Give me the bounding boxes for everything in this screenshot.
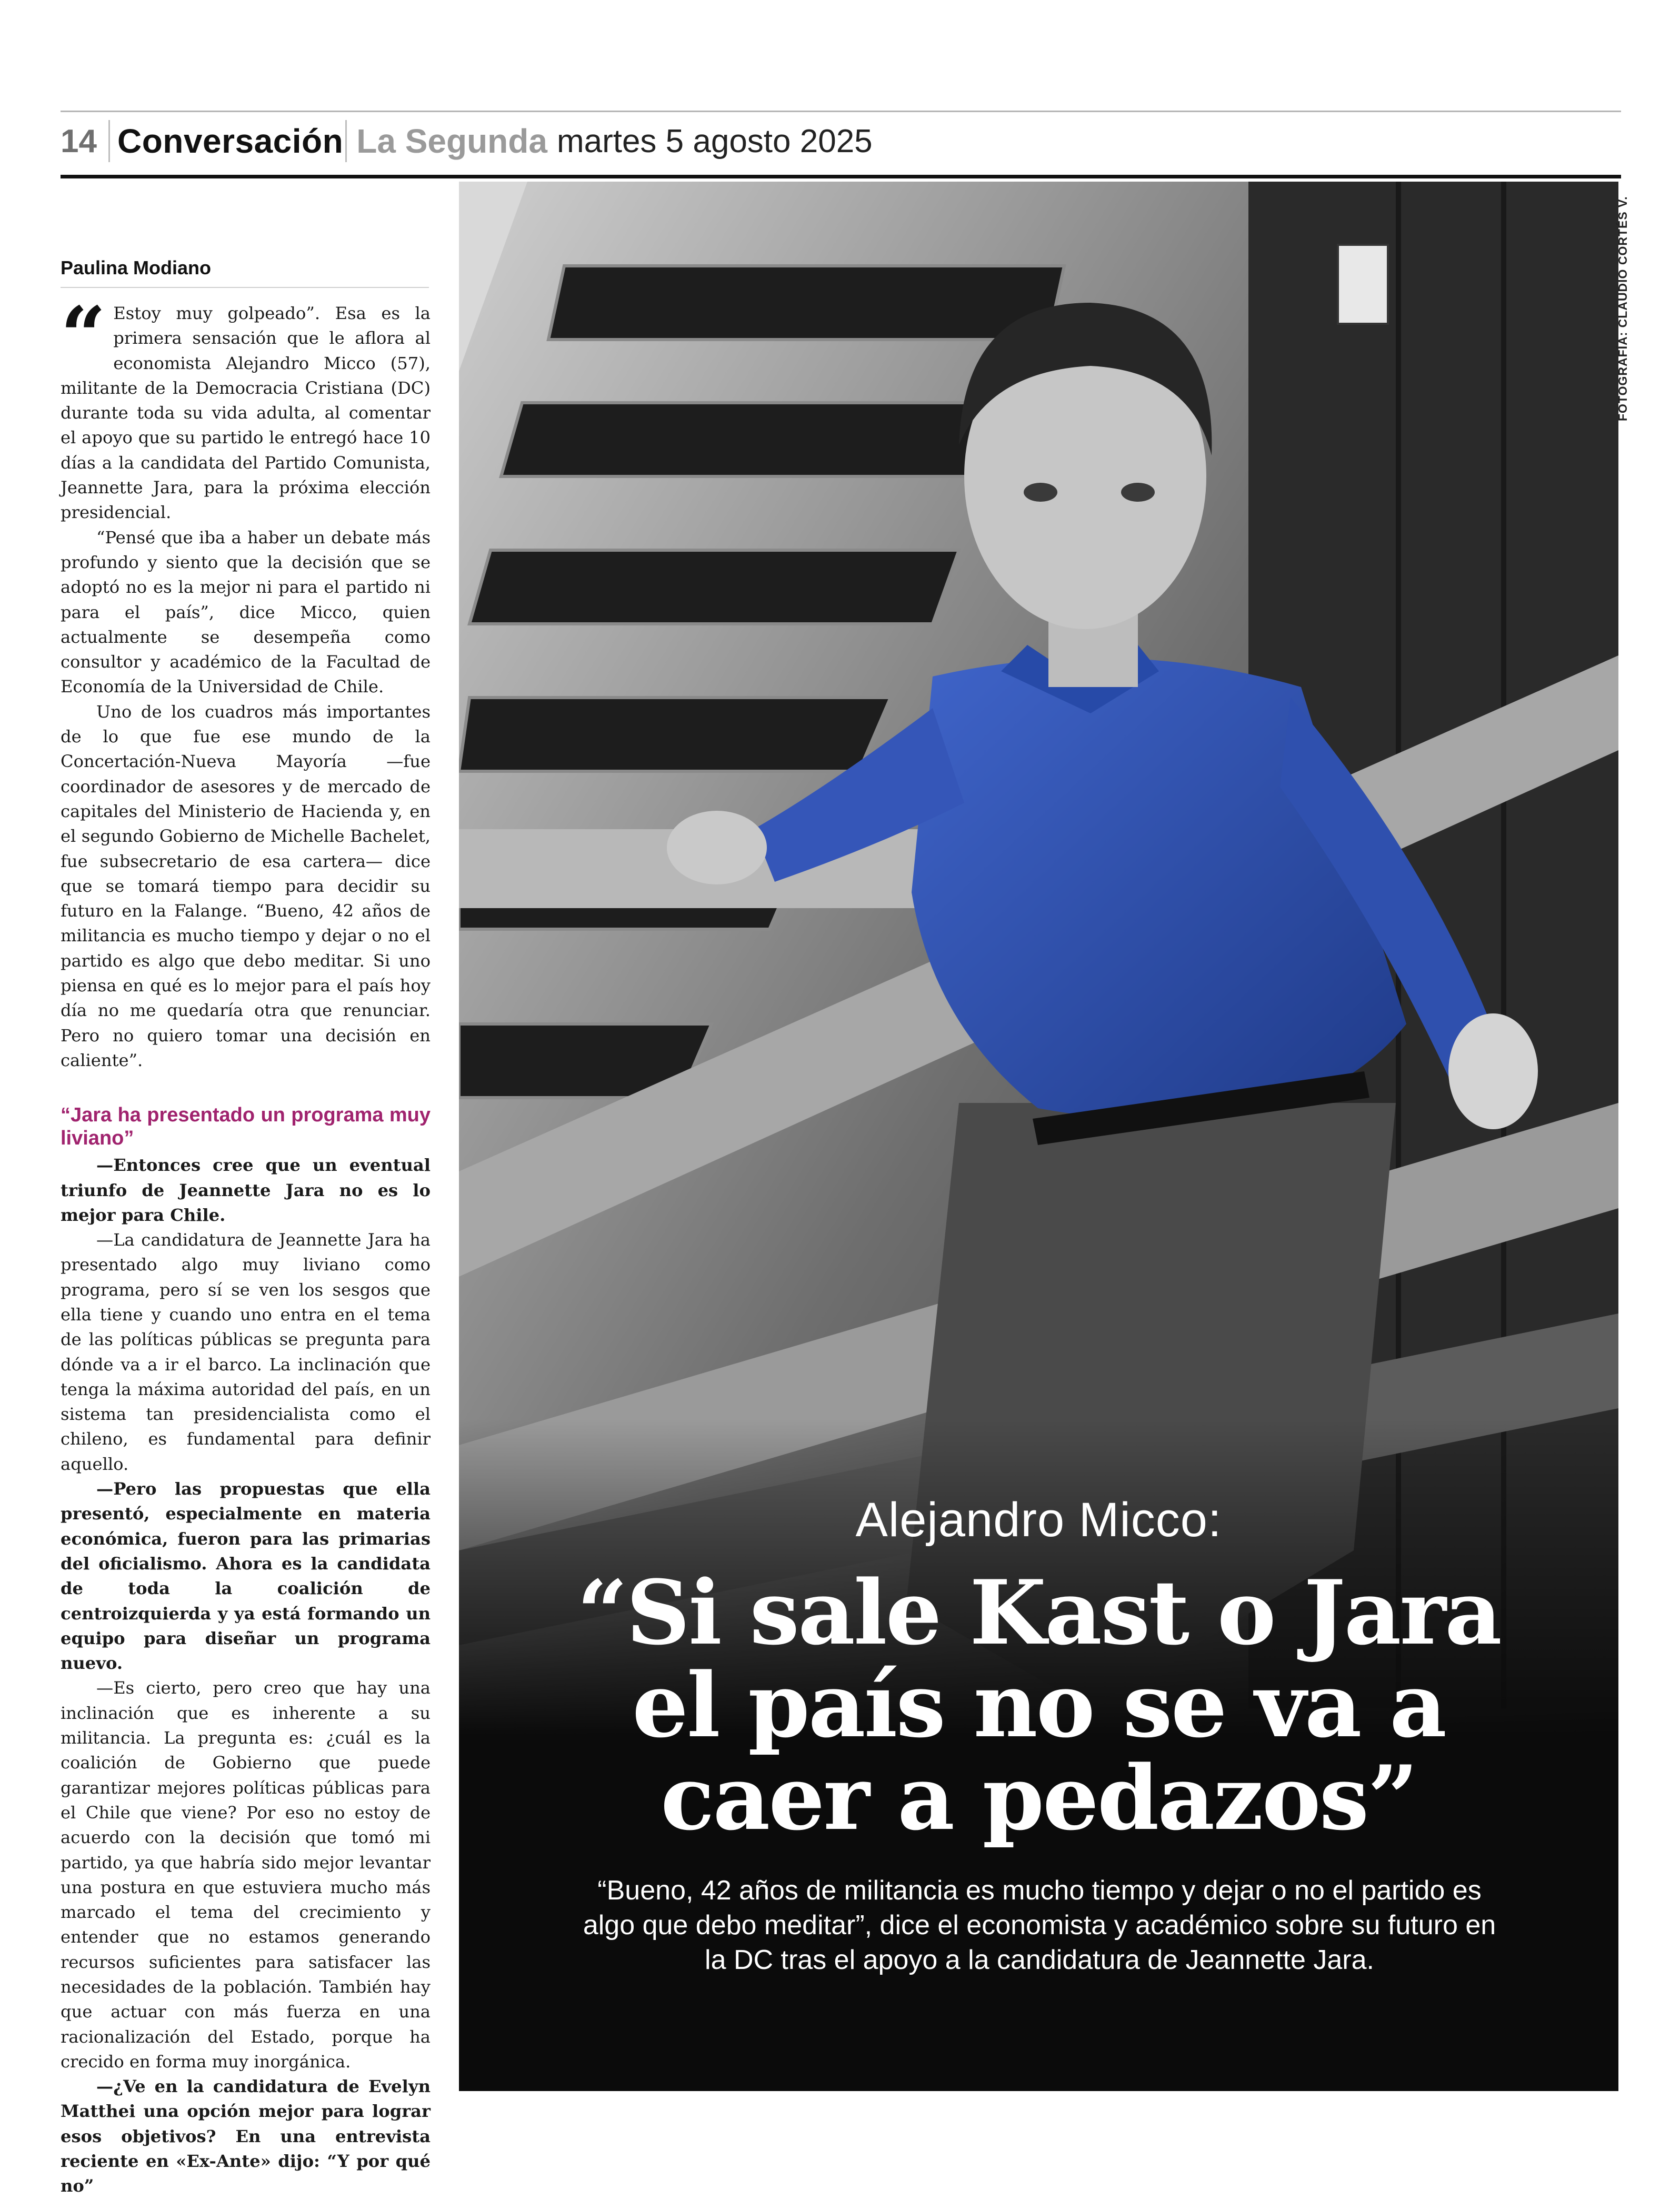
headline-line: el país no se va a (632, 1653, 1445, 1757)
section-name: Conversación (117, 122, 344, 160)
photo-credit: FOTOGRAFÍA: CLAUDIO CORTÉS V. (1616, 196, 1629, 421)
byline-rule (61, 287, 429, 288)
headline (459, 1560, 1618, 1850)
interview-answer: —Es cierto, pero creo que hay una inclinación que es inherente a su militancia. La pregunta es: ¿cuál es la coalición de Gobierno que puede garantizar mejores políticas públicas para el Chile que viene? Por eso no estoy de acuerdo con la decisión que tomó mi partido, ya que habría sido mejor levantar una postura en que estuviera mucho más marcado el tema del crecimiento y entender que no estamos generando recursos suficientes para satisfacer las necesidades de la población. También hay que actuar con más fuerza en una racionalización del Estado, porque ha crecido en forma muy inorgánica. (61, 1678, 431, 2072)
byline: Paulina Modiano (61, 257, 212, 278)
page-number: 14 (61, 123, 97, 160)
issue-date: martes 5 agosto 2025 (556, 123, 873, 160)
drop-quote-mark: “ (61, 290, 106, 382)
page-header (61, 117, 873, 165)
interview-question: —¿Ve en la candidatura de Evelyn Matthei una opción mejor para lograr esos objetivos? En una entrevista reciente en «Ex-Ante» dijo: “Y por qué no” (61, 2076, 431, 2196)
top-rule (61, 111, 1621, 112)
header-divider (108, 120, 110, 162)
article-paragraph: Uno de los cuadros más importantes de lo que fue ese mundo de la Concertación-Nueva Mayoría —fue coordinador de asesores y de mercado de capitales del Ministerio de Hacienda y, en el segundo Gobierno de Michelle Bachelet, fue subsecretario de esa cartera— dice que se tomará tiempo para decidir su futuro en la Falange. “Bueno, 42 años de militancia es mucho tiempo y dejar o no el partido es algo que debo meditar. Si uno piensa en qué es lo mejor para el país hoy día no me quedaría otra que renunciar. Pero no quiero tomar una decisión en caliente”. (61, 701, 431, 1070)
article-subhead: “Jara ha presentado un programa muy liviano” (61, 1104, 431, 1150)
header-rule (61, 175, 1621, 178)
publication-name: La Segunda (356, 122, 547, 160)
article-paragraph (61, 290, 431, 525)
header-divider (345, 120, 347, 162)
headline-line: “Si sale Kast o Jara (577, 1560, 1501, 1665)
interview-answer: —La candidatura de Jeannette Jara ha presentado algo muy liviano como programa, pero sí se ven los sesgos que ella tiene y cuando uno entra en el tema de las políticas públicas se pregunta para dónde va a ir el barco. La inclinación que tenga la máxima autoridad del país, en un sistema tan presidencialista como el chileno, es fundamental para definir aquello. (61, 1230, 431, 1474)
article-body (61, 290, 431, 2199)
interview-question: —Pero las propuestas que ella presentó, especialmente en materia económica, fueron para las primarias del oficialismo. Ahora es la candidata de toda la coalición de centroizquierda y ya está formando un equipo para diseñar un programa nuevo. (61, 1479, 431, 1674)
headline-kicker: Alejandro Micco: (855, 1493, 1222, 1547)
headline-deck: “Bueno, 42 años de militancia es mucho tiempo y dejar o no el partido es algo que debo meditar”, dice el economista y académico sobre su futuro en la DC tras el apoyo a la candidatura de Jeannette Jara. (583, 1875, 1496, 1975)
article-paragraph: “Pensé que iba a haber un debate más profundo y siento que la decisión que se adoptó no es la mejor ni para el partido ni para el país”, dice Micco, quien actualmente se desempeña como consultor y académico de la Facultad de Economía de la Universidad de Chile. (61, 527, 431, 697)
lead-text: Estoy muy golpeado”. Esa es la primera sensación que le aflora al economista Alejandro Micco (57), militante de la Democracia Cristiana (DC) durante toda su vida adulta, al comentar el apoyo que su partido le entregó hace 10 días a la candidata del Partido Comunista, Jeannette Jara, para la próxima elección presidencial. (61, 303, 431, 523)
interview-question: —Entonces cree que un eventual triunfo de Jeannette Jara no es lo mejor para Chile. (61, 1155, 431, 1225)
headline-line: caer a pedazos” (661, 1746, 1417, 1850)
